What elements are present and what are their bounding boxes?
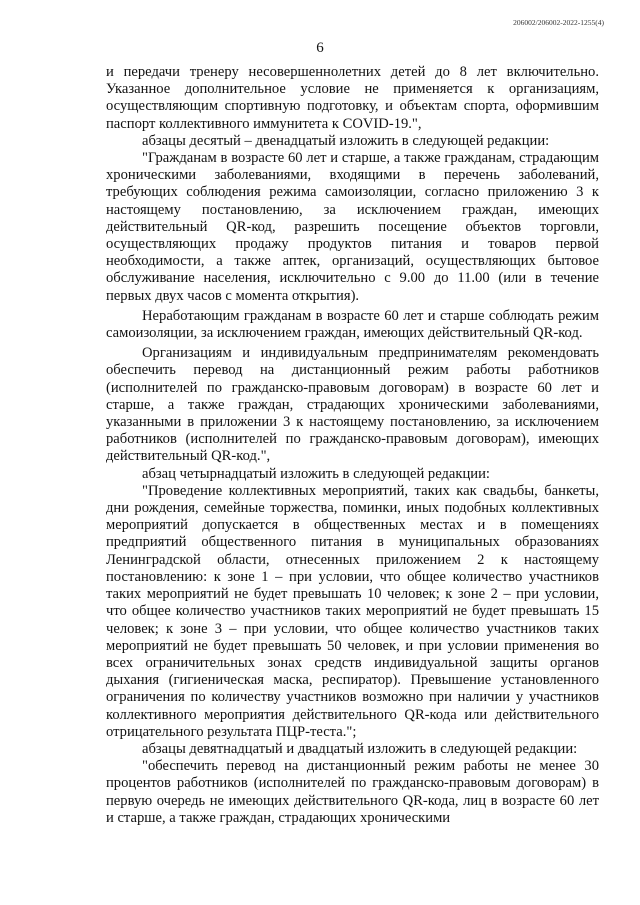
paragraph: абзацы девятнадцатый и двадцатый изложить в следующей редакции: — [142, 740, 578, 757]
paragraph: Неработающим гражданам в возрасте 60 лет и старше соблюдать режим самоизоляции, за исключением граждан, имеющих действительный QR-код. — [106, 307, 599, 342]
paragraph: абзацы десятый – двенадцатый изложить в следующей редакции: — [142, 132, 550, 149]
document-id: 206002/206002-2022-1255(4) — [513, 18, 604, 27]
paragraph: "Гражданам в возрасте 60 лет и старше, а также гражданам, страдающим хроническими заболеваниями, входящими в перечень заболеваний, требующих соблюдения режима самоизоляции, согласно приложению 3 к настоящему постановлению, за исключением граждан, имеющих действительный QR-код, разрешить посещение объектов торговли, осуществляющих продажу продуктов питания и товаров первой необходимости, а также аптек, организаций, осуществляющих бытовое обслуживание населения, исключительно с 9.00 до 11.00 (или в течение первых двух часов с момента открытия). — [106, 150, 599, 304]
paragraph: "Проведение коллективных мероприятий, таких как свадьбы, банкеты, дни рождения, семейные торжества, поминки, иных подобных коллективных мероприятий допускается в общественных местах и в помещениях предприятий общественного питания в муниципальных образованиях Ленинградской области, отнесенных приложением 2 к настоящему постановлению: к зоне 1 – при условии, что общее количество участников таких мероприятий не будет превышать 10 человек; к зоне 2 – при условии, что общее количество участников таких мероприятий не будет превышать 15 человек; к зоне 3 – при условии, что общее количество участников таких мероприятий не будет превышать 50 человек, и при условии применения во всех ограничительных зонах средств индивидуальной защиты органов дыхания (гигиеническая маска, респиратор). Превышение установленного ограничения по количеству участников возможно при наличии у участников коллективного мероприятия действительного QR-кода или действительного отрицательного результата ПЦР-теста."; — [106, 482, 599, 740]
paragraph: Организациям и индивидуальным предпринимателям рекомендовать обеспечить перевод на дистанционный режим работы работников (исполнителей по гражданско-правовым договорам) в возрасте 60 лет и старше, а также граждан, страдающих хроническими заболеваниями, указанными в приложении 3 к настоящему постановлению, за исключением работников (исполнителей по гражданско-правовым договорам), имеющих действительный QR-код.", — [106, 345, 599, 465]
paragraph: и передачи тренеру несовершеннолетних детей до 8 лет включительно. Указанное дополнительное условие не применяется к организациям, осуществляющим спортивную подготовку, и объектам спорта, оформившим паспорт коллективного иммунитета к COVID-19.", — [106, 64, 599, 132]
paragraph: "обеспечить перевод на дистанционный режим работы не менее 30 процентов работников (исполнителей по гражданско-правовым договорам) в первую очередь не имеющих действительного QR-кода, лиц в возрасте 60 лет и старше, а также граждан, страдающих хроническими — [106, 758, 599, 826]
document-body — [106, 64, 599, 827]
paragraph: абзац четырнадцатый изложить в следующей редакции: — [142, 465, 490, 482]
page-number: 6 — [316, 40, 324, 56]
